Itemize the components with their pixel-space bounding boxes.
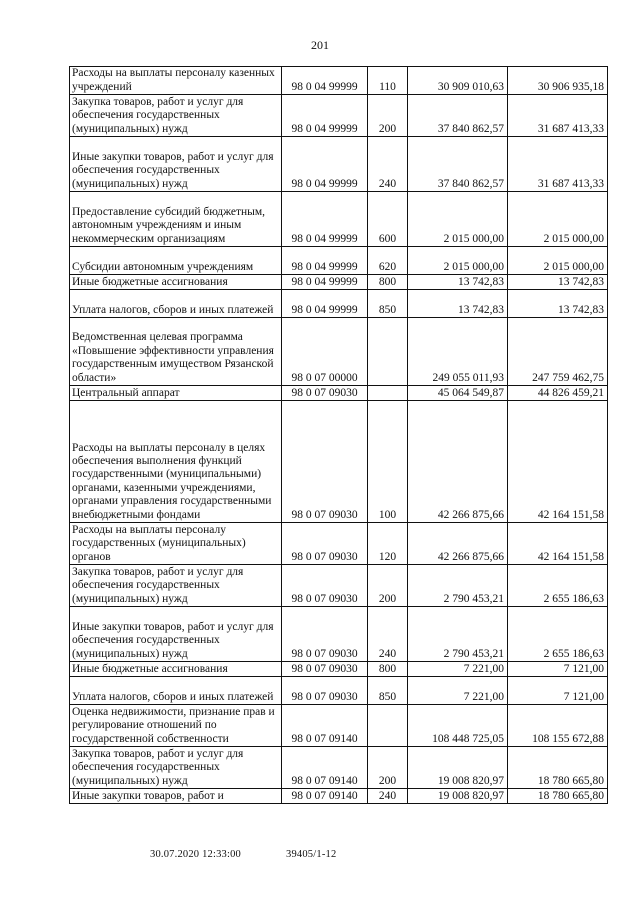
row-type-cell <box>368 386 408 401</box>
row-type-cell: 240 <box>368 607 408 662</box>
table-row <box>70 290 608 318</box>
row-type-cell: 850 <box>368 290 408 318</box>
row-type-cell <box>368 705 408 747</box>
row-code-cell: 98 0 07 09140 <box>282 789 368 804</box>
row-name-cell: Расходы на выплаты персоналу государственных (муниципальных) органов <box>70 523 282 565</box>
row-value-2-cell: 108 155 672,88 <box>508 705 608 747</box>
row-name-cell: Предоставление субсидий бюджетным, автономным учреждениям и иным некоммерческим организациям <box>70 192 282 247</box>
row-value-1-cell: 45 064 549,87 <box>408 386 508 401</box>
row-value-2-cell: 31 687 413,33 <box>508 95 608 137</box>
row-code-cell: 98 0 07 09030 <box>282 401 368 523</box>
footer-document-id: 39405/1-12 <box>286 849 337 860</box>
row-name-cell: Расходы на выплаты персоналу казенных учреждений <box>70 67 282 95</box>
row-name-cell: Иные закупки товаров, работ и <box>70 789 282 804</box>
table-row <box>70 607 608 662</box>
row-name-cell: Иные закупки товаров, работ и услуг для обеспечения государственных (муниципальных) нужд <box>70 607 282 662</box>
table-row <box>70 192 608 247</box>
row-code-cell: 98 0 04 99999 <box>282 290 368 318</box>
row-value-1-cell: 108 448 725,05 <box>408 705 508 747</box>
table-row <box>70 67 608 95</box>
row-value-2-cell: 18 780 665,80 <box>508 789 608 804</box>
row-value-2-cell: 13 742,83 <box>508 290 608 318</box>
row-type-cell: 800 <box>368 275 408 290</box>
table-row <box>70 401 608 523</box>
row-name-cell: Закупка товаров, работ и услуг для обеспечения государственных (муниципальных) нужд <box>70 747 282 789</box>
row-value-2-cell: 44 826 459,21 <box>508 386 608 401</box>
row-type-cell: 800 <box>368 662 408 677</box>
row-value-1-cell: 7 221,00 <box>408 662 508 677</box>
row-value-1-cell: 13 742,83 <box>408 290 508 318</box>
row-code-cell: 98 0 07 09030 <box>282 607 368 662</box>
table-row <box>70 386 608 401</box>
row-value-2-cell: 42 164 151,58 <box>508 523 608 565</box>
page-number: 201 <box>311 38 329 52</box>
table-row <box>70 747 608 789</box>
row-value-1-cell: 37 840 862,57 <box>408 95 508 137</box>
row-code-cell: 98 0 07 00000 <box>282 318 368 386</box>
row-name-cell: Расходы на выплаты персоналу в целях обеспечения выполнения функций государственными (муниципальными) органами, казенными учреждениями, органами управления государственными внебюджетными фондами <box>70 401 282 523</box>
row-value-1-cell: 19 008 820,97 <box>408 789 508 804</box>
row-code-cell: 98 0 04 99999 <box>282 137 368 192</box>
row-code-cell: 98 0 07 09140 <box>282 747 368 789</box>
row-value-1-cell: 42 266 875,66 <box>408 523 508 565</box>
budget-table <box>69 66 608 804</box>
row-value-2-cell: 7 121,00 <box>508 662 608 677</box>
table-row <box>70 565 608 607</box>
row-value-1-cell: 2 015 000,00 <box>408 247 508 275</box>
row-value-1-cell: 37 840 862,57 <box>408 137 508 192</box>
row-code-cell: 98 0 04 99999 <box>282 247 368 275</box>
row-name-cell: Оценка недвижимости, признание прав и регулирование отношений по государственной собственности <box>70 705 282 747</box>
row-name-cell: Ведомственная целевая программа «Повышение эффективности управления государственным имуществом Рязанской области» <box>70 318 282 386</box>
table-row <box>70 677 608 705</box>
table-row <box>70 247 608 275</box>
footer-timestamp: 30.07.2020 12:33:00 <box>150 849 242 860</box>
row-code-cell: 98 0 07 09030 <box>282 523 368 565</box>
row-name-cell: Закупка товаров, работ и услуг для обеспечения государственных (муниципальных) нужд <box>70 565 282 607</box>
row-code-cell: 98 0 04 99999 <box>282 192 368 247</box>
row-type-cell: 200 <box>368 95 408 137</box>
row-value-1-cell: 249 055 011,93 <box>408 318 508 386</box>
row-value-2-cell: 2 015 000,00 <box>508 192 608 247</box>
row-name-cell: Уплата налогов, сборов и иных платежей <box>70 290 282 318</box>
row-value-2-cell: 18 780 665,80 <box>508 747 608 789</box>
row-code-cell: 98 0 07 09030 <box>282 565 368 607</box>
row-name-cell: Уплата налогов, сборов и иных платежей <box>70 677 282 705</box>
table-row <box>70 318 608 386</box>
table-row <box>70 275 608 290</box>
table-row <box>70 705 608 747</box>
row-code-cell: 98 0 07 09030 <box>282 677 368 705</box>
row-value-1-cell: 2 790 453,21 <box>408 565 508 607</box>
table-row <box>70 523 608 565</box>
row-name-cell: Иные закупки товаров, работ и услуг для обеспечения государственных (муниципальных) нужд <box>70 137 282 192</box>
row-name-cell: Центральный аппарат <box>70 386 282 401</box>
row-name-cell: Иные бюджетные ассигнования <box>70 275 282 290</box>
row-type-cell: 120 <box>368 523 408 565</box>
row-value-2-cell: 31 687 413,33 <box>508 137 608 192</box>
table-body <box>70 67 608 804</box>
row-type-cell: 850 <box>368 677 408 705</box>
row-type-cell: 620 <box>368 247 408 275</box>
row-name-cell: Закупка товаров, работ и услуг для обеспечения государственных (муниципальных) нужд <box>70 95 282 137</box>
row-value-2-cell: 13 742,83 <box>508 275 608 290</box>
row-type-cell: 200 <box>368 747 408 789</box>
row-value-2-cell: 2 015 000,00 <box>508 247 608 275</box>
row-value-2-cell: 42 164 151,58 <box>508 401 608 523</box>
table-row <box>70 95 608 137</box>
table-row <box>70 662 608 677</box>
row-value-2-cell: 2 655 186,63 <box>508 565 608 607</box>
table-row <box>70 789 608 804</box>
row-value-1-cell: 2 790 453,21 <box>408 607 508 662</box>
row-type-cell: 240 <box>368 137 408 192</box>
row-code-cell: 98 0 07 09030 <box>282 662 368 677</box>
row-type-cell <box>368 318 408 386</box>
row-code-cell: 98 0 07 09030 <box>282 386 368 401</box>
row-code-cell: 98 0 07 09140 <box>282 705 368 747</box>
row-code-cell: 98 0 04 99999 <box>282 67 368 95</box>
row-value-2-cell: 30 906 935,18 <box>508 67 608 95</box>
row-code-cell: 98 0 04 99999 <box>282 95 368 137</box>
row-name-cell: Иные бюджетные ассигнования <box>70 662 282 677</box>
row-value-2-cell: 2 655 186,63 <box>508 607 608 662</box>
row-value-1-cell: 2 015 000,00 <box>408 192 508 247</box>
row-type-cell: 240 <box>368 789 408 804</box>
row-type-cell: 600 <box>368 192 408 247</box>
row-type-cell: 100 <box>368 401 408 523</box>
row-value-1-cell: 19 008 820,97 <box>408 747 508 789</box>
row-type-cell: 110 <box>368 67 408 95</box>
row-name-cell: Субсидии автономным учреждениям <box>70 247 282 275</box>
row-value-1-cell: 42 266 875,66 <box>408 401 508 523</box>
row-code-cell: 98 0 04 99999 <box>282 275 368 290</box>
table-row <box>70 137 608 192</box>
row-value-1-cell: 7 221,00 <box>408 677 508 705</box>
row-value-2-cell: 7 121,00 <box>508 677 608 705</box>
row-value-2-cell: 247 759 462,75 <box>508 318 608 386</box>
row-value-1-cell: 30 909 010,63 <box>408 67 508 95</box>
row-type-cell: 200 <box>368 565 408 607</box>
row-value-1-cell: 13 742,83 <box>408 275 508 290</box>
